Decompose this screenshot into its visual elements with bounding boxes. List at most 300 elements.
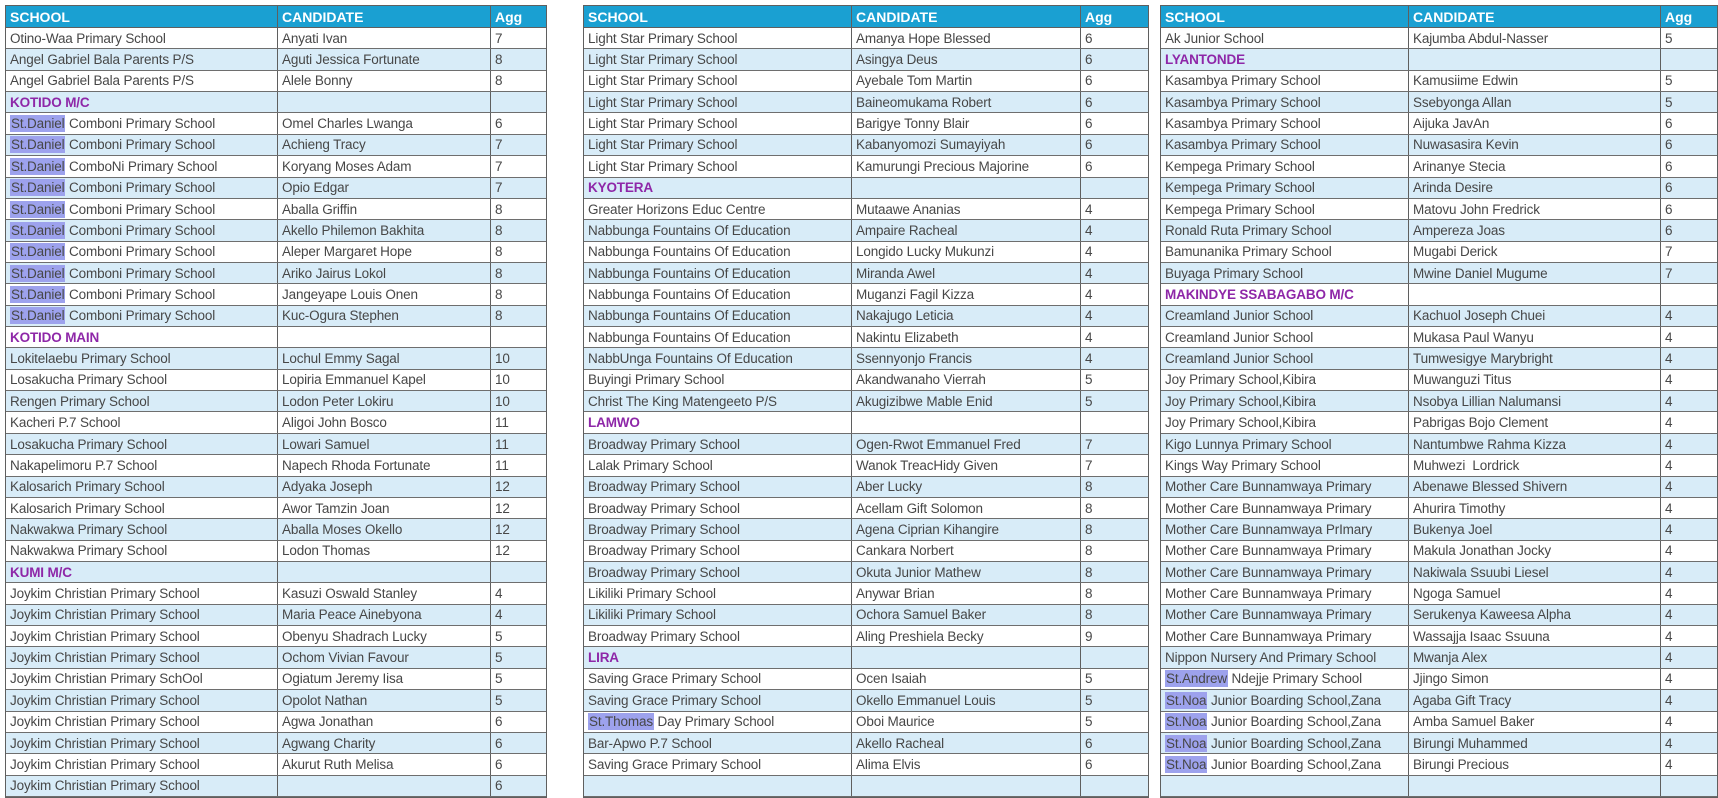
cell-agg: 5 xyxy=(1085,671,1093,687)
cell-candidate: Okuta Junior Mathew xyxy=(852,562,1081,582)
cell-agg: 7 xyxy=(495,30,503,46)
table-row xyxy=(584,776,1148,797)
school-name: Joykim Christian Primary School xyxy=(10,586,200,602)
cell-school xyxy=(1161,348,1409,368)
cell-agg: 4 xyxy=(1665,308,1673,324)
section-label: LYANTONDE xyxy=(1165,52,1245,68)
school-name: Creamland Junior School xyxy=(1165,308,1314,324)
cell-school xyxy=(6,583,278,603)
cell-agg: 8 xyxy=(495,73,503,89)
cell-school xyxy=(6,455,278,475)
school-name: Kalosarich Primary School xyxy=(10,500,165,516)
school-name: Joykim Christian Primary School xyxy=(10,692,200,708)
cell-candidate: Ngoga Samuel xyxy=(1409,583,1661,603)
cell-agg: 7 xyxy=(1665,244,1673,260)
table-row xyxy=(584,199,1148,220)
cell-school xyxy=(1161,519,1409,539)
cell-agg: 4 xyxy=(1665,586,1673,602)
cell-candidate: Miranda Awel xyxy=(852,263,1081,283)
school-name: Broadway Primary School xyxy=(588,543,740,559)
cell-school xyxy=(6,135,278,155)
cell-school xyxy=(6,669,278,689)
cell-candidate: Birungi Muhammed xyxy=(1409,733,1661,753)
cell-agg xyxy=(1081,776,1148,796)
school-name: Kasambya Primary School xyxy=(1165,116,1321,132)
cell-school xyxy=(1161,327,1409,347)
school-name: Ndejje Primary School xyxy=(1227,671,1362,687)
cell-candidate: Alima Elvis xyxy=(852,754,1081,774)
table-row xyxy=(6,178,546,199)
cell-school xyxy=(584,733,852,753)
table-row xyxy=(6,519,546,540)
cell-candidate: Opolot Nathan xyxy=(278,690,491,710)
school-name: Nakapelimoru P.7 School xyxy=(10,457,158,473)
cell-candidate: Awor Tamzin Joan xyxy=(278,498,491,518)
cell-school xyxy=(6,178,278,198)
cell-candidate: Serukenya Kaweesa Alpha xyxy=(1409,605,1661,625)
school-name: Kempega Primary School xyxy=(1165,158,1315,174)
cell-school xyxy=(584,284,852,304)
cell-school xyxy=(1161,113,1409,133)
cell-agg: 6 xyxy=(1665,158,1673,174)
table-row xyxy=(584,477,1148,498)
school-name: Light Star Primary School xyxy=(588,73,738,89)
table-row xyxy=(1161,306,1717,327)
cell-agg: 5 xyxy=(495,671,503,687)
cell-school xyxy=(584,71,852,91)
table-row xyxy=(584,92,1148,113)
table-row xyxy=(584,712,1148,733)
cell-school xyxy=(6,306,278,326)
cell-agg: 10 xyxy=(495,393,510,409)
cell-agg: 8 xyxy=(1085,607,1093,623)
column-header-school: SCHOOL xyxy=(6,6,278,27)
cell-candidate: Ogiatum Jeremy Iisa xyxy=(278,669,491,689)
table-row xyxy=(6,669,546,690)
cell-agg: 12 xyxy=(495,521,510,537)
cell-agg: 8 xyxy=(495,201,503,217)
cell-agg: 12 xyxy=(495,479,510,495)
cell-agg: 4 xyxy=(1665,543,1673,559)
cell-candidate: Opio Edgar xyxy=(278,178,491,198)
cell-candidate: Mugabi Derick xyxy=(1409,242,1661,262)
school-name: Comboni Primary School xyxy=(65,137,216,153)
cell-school xyxy=(1161,135,1409,155)
table-row xyxy=(1161,92,1717,113)
cell-school xyxy=(6,477,278,497)
school-name: Comboni Primary School xyxy=(65,308,216,324)
table-row xyxy=(584,626,1148,647)
table-row xyxy=(584,220,1148,241)
school-name: Mother Care Bunnamwaya PrImary xyxy=(1165,521,1373,537)
cell-school xyxy=(584,370,852,390)
cell-school xyxy=(6,776,278,796)
table-row xyxy=(1161,712,1717,733)
cell-candidate: Lodon Peter Lokiru xyxy=(278,391,491,411)
table-row xyxy=(584,327,1148,348)
table-row xyxy=(1161,327,1717,348)
school-name: NabbUnga Fountains Of Education xyxy=(588,351,793,367)
school-name: Comboni Primary School xyxy=(65,222,216,238)
cell-candidate: Nuwasasira Kevin xyxy=(1409,135,1661,155)
cell-candidate: Longido Lucky Mukunzi xyxy=(852,242,1081,262)
table-row xyxy=(1161,370,1717,391)
cell-candidate: Aleper Margaret Hope xyxy=(278,242,491,262)
cell-candidate: Nakiwala Ssuubi Liesel xyxy=(1409,562,1661,582)
school-name: Comboni Primary School xyxy=(65,244,216,260)
cell-district-section xyxy=(584,412,852,432)
search-highlight: St.Noa xyxy=(1166,756,1207,772)
table-row xyxy=(6,541,546,562)
column-header-candidate: CANDIDATE xyxy=(852,6,1081,27)
cell-agg: 10 xyxy=(495,372,510,388)
cell-agg xyxy=(1081,178,1148,198)
table-row xyxy=(6,477,546,498)
cell-school xyxy=(584,562,852,582)
school-name: Losakucha Primary School xyxy=(10,372,167,388)
cell-agg xyxy=(491,562,546,582)
section-row xyxy=(1161,284,1717,305)
cell-school xyxy=(584,605,852,625)
search-highlight: St.Daniel xyxy=(11,116,65,132)
cell-agg: 4 xyxy=(1665,351,1673,367)
search-highlight: St.Thomas xyxy=(589,714,653,730)
cell-agg: 4 xyxy=(1665,607,1673,623)
cell-candidate: Matovu John Fredrick xyxy=(1409,199,1661,219)
cell-candidate: Jangeyape Louis Onen xyxy=(278,284,491,304)
cell-school xyxy=(584,626,852,646)
cell-school xyxy=(6,199,278,219)
table-row xyxy=(584,541,1148,562)
table-row xyxy=(6,626,546,647)
cell-candidate: Anyati Ivan xyxy=(278,28,491,48)
cell-school xyxy=(584,541,852,561)
header-row xyxy=(6,6,546,28)
cell-school xyxy=(584,220,852,240)
cell-school xyxy=(6,605,278,625)
school-name: Kalosarich Primary School xyxy=(10,479,165,495)
cell-school xyxy=(6,263,278,283)
cell-candidate: Akello Racheal xyxy=(852,733,1081,753)
table-row xyxy=(6,412,546,433)
cell-school xyxy=(1161,391,1409,411)
cell-school xyxy=(1161,626,1409,646)
cell-candidate: Anywar Brian xyxy=(852,583,1081,603)
table-row xyxy=(1161,412,1717,433)
cell-agg: 6 xyxy=(495,714,503,730)
results-table-middle xyxy=(583,5,1149,798)
cell-school xyxy=(584,92,852,112)
cell-candidate: Mutaawe Ananias xyxy=(852,199,1081,219)
table-row xyxy=(584,519,1148,540)
school-name: Ak Junior School xyxy=(1165,30,1264,46)
cell-agg: 4 xyxy=(1665,372,1673,388)
table-row xyxy=(1161,263,1717,284)
table-row xyxy=(584,434,1148,455)
cell-school xyxy=(584,199,852,219)
cell-agg: 6 xyxy=(1085,52,1093,68)
cell-candidate xyxy=(278,327,491,347)
cell-agg: 4 xyxy=(1085,308,1093,324)
cell-agg: 6 xyxy=(1085,756,1093,772)
cell-school xyxy=(584,690,852,710)
school-name: Kings Way Primary School xyxy=(1165,457,1321,473)
results-table-right xyxy=(1160,5,1718,798)
cell-school xyxy=(1161,583,1409,603)
school-name: Mother Care Bunnamwaya Primary xyxy=(1165,586,1372,602)
table-row xyxy=(1161,498,1717,519)
cell-school xyxy=(1161,562,1409,582)
table-row xyxy=(584,370,1148,391)
cell-agg: 8 xyxy=(495,286,503,302)
table-row xyxy=(584,135,1148,156)
cell-agg: 6 xyxy=(1665,137,1673,153)
cell-agg: 6 xyxy=(1665,201,1673,217)
school-name: Junior Boarding School,Zana xyxy=(1207,735,1382,751)
cell-school xyxy=(584,498,852,518)
cell-school xyxy=(6,733,278,753)
school-name: Saving Grace Primary School xyxy=(588,756,762,772)
table-row xyxy=(6,284,546,305)
cell-school xyxy=(1161,370,1409,390)
school-name: Light Star Primary School xyxy=(588,30,738,46)
school-name: Mother Care Bunnamwaya Primary xyxy=(1165,543,1372,559)
cell-school xyxy=(1161,71,1409,91)
school-name: Broadway Primary School xyxy=(588,521,740,537)
cell-candidate: Abenawe Blessed Shivern xyxy=(1409,477,1661,497)
cell-agg: 4 xyxy=(1665,650,1673,666)
cell-agg: 7 xyxy=(1085,436,1093,452)
school-name: Broadway Primary School xyxy=(588,628,740,644)
cell-agg: 8 xyxy=(495,222,503,238)
school-name: Bamunanika Primary School xyxy=(1165,244,1332,260)
cell-candidate: Arinanye Stecia xyxy=(1409,156,1661,176)
search-highlight: St.Daniel xyxy=(11,201,65,217)
school-name: Kasambya Primary School xyxy=(1165,94,1321,110)
school-name: Greater Horizons Educ Centre xyxy=(588,201,766,217)
cell-candidate: Aballa Griffin xyxy=(278,199,491,219)
cell-school xyxy=(6,754,278,774)
cell-agg: 8 xyxy=(495,265,503,281)
cell-school xyxy=(584,348,852,368)
cell-candidate: Amba Samuel Baker xyxy=(1409,712,1661,732)
search-highlight: St.Daniel xyxy=(11,244,65,260)
cell-candidate: Lopiria Emmanuel Kapel xyxy=(278,370,491,390)
cell-school xyxy=(584,28,852,48)
cell-candidate: Aguti Jessica Fortunate xyxy=(278,49,491,69)
table-row xyxy=(584,583,1148,604)
school-name: Nabbunga Fountains Of Education xyxy=(588,308,791,324)
cell-candidate: Kachuol Joseph Chuei xyxy=(1409,306,1661,326)
school-name: ComboNi Primary School xyxy=(65,158,218,174)
cell-school xyxy=(584,391,852,411)
table-row xyxy=(584,348,1148,369)
cell-candidate: Mwanja Alex xyxy=(1409,647,1661,667)
cell-candidate: Aber Lucky xyxy=(852,477,1081,497)
table-row xyxy=(6,220,546,241)
cell-school xyxy=(1161,647,1409,667)
cell-school xyxy=(1161,156,1409,176)
school-name: Bar-Apwo P.7 School xyxy=(588,735,712,751)
cell-agg: 5 xyxy=(495,692,503,708)
section-row xyxy=(584,412,1148,433)
cell-candidate: Muganzi Fagil Kizza xyxy=(852,284,1081,304)
cell-candidate: Koryang Moses Adam xyxy=(278,156,491,176)
cell-agg: 4 xyxy=(1085,351,1093,367)
cell-school xyxy=(584,477,852,497)
cell-agg: 6 xyxy=(1665,222,1673,238)
cell-school xyxy=(1161,434,1409,454)
cell-agg xyxy=(1081,647,1148,667)
cell-agg: 6 xyxy=(495,756,503,772)
cell-school xyxy=(1161,776,1409,796)
school-name: Creamland Junior School xyxy=(1165,329,1314,345)
column-header-candidate: CANDIDATE xyxy=(278,6,491,27)
table-row xyxy=(1161,562,1717,583)
school-name: Nabbunga Fountains Of Education xyxy=(588,222,791,238)
cell-school xyxy=(1161,477,1409,497)
column-header-school: SCHOOL xyxy=(584,6,852,27)
table-row xyxy=(584,690,1148,711)
school-name: Nakwakwa Primary School xyxy=(10,521,168,537)
search-highlight: St.Daniel xyxy=(11,158,65,174)
cell-agg: 5 xyxy=(1085,372,1093,388)
cell-candidate: Kuc-Ogura Stephen xyxy=(278,306,491,326)
table-row xyxy=(6,263,546,284)
column-header-agg: Agg xyxy=(1665,8,1693,25)
table-row xyxy=(584,71,1148,92)
cell-school xyxy=(584,156,852,176)
cell-school xyxy=(584,776,852,796)
table-row xyxy=(6,647,546,668)
cell-candidate xyxy=(1409,776,1661,796)
section-row xyxy=(584,647,1148,668)
cell-candidate: Lowari Samuel xyxy=(278,434,491,454)
cell-school xyxy=(584,242,852,262)
table-row xyxy=(6,370,546,391)
search-highlight: St.Andrew xyxy=(1166,671,1227,687)
table-row xyxy=(1161,199,1717,220)
cell-candidate: Lodon Thomas xyxy=(278,541,491,561)
cell-candidate: Mwine Daniel Mugume xyxy=(1409,263,1661,283)
cell-candidate: Ocen Isaiah xyxy=(852,669,1081,689)
cell-agg: 6 xyxy=(1085,137,1093,153)
column-header-candidate: CANDIDATE xyxy=(1409,6,1661,27)
cell-candidate: Birungi Precious xyxy=(1409,754,1661,774)
cell-school xyxy=(6,28,278,48)
cell-agg: 8 xyxy=(495,244,503,260)
cell-agg xyxy=(1661,284,1717,304)
cell-agg: 6 xyxy=(1085,30,1093,46)
cell-candidate: Bukenya Joel xyxy=(1409,519,1661,539)
school-name: Mother Care Bunnamwaya Primary xyxy=(1165,628,1372,644)
school-name: Saving Grace Primary School xyxy=(588,671,762,687)
table-row xyxy=(6,199,546,220)
cell-agg: 8 xyxy=(1085,586,1093,602)
cell-candidate xyxy=(852,647,1081,667)
cell-school xyxy=(584,583,852,603)
school-name: Comboni Primary School xyxy=(65,286,216,302)
cell-district-section xyxy=(584,647,852,667)
section-label: LIRA xyxy=(588,650,619,666)
table-row xyxy=(6,498,546,519)
cell-agg: 4 xyxy=(1665,415,1673,431)
cell-candidate xyxy=(852,412,1081,432)
table-row xyxy=(6,135,546,156)
cell-candidate: Aballa Moses Okello xyxy=(278,519,491,539)
header-row xyxy=(584,6,1148,28)
cell-candidate: Ssennyonjo Francis xyxy=(852,348,1081,368)
table-row xyxy=(1161,113,1717,134)
table-row xyxy=(1161,754,1717,775)
table-row xyxy=(584,498,1148,519)
cell-district-section xyxy=(1161,284,1409,304)
cell-agg: 5 xyxy=(1665,73,1673,89)
school-name: Nabbunga Fountains Of Education xyxy=(588,265,791,281)
cell-candidate: Adyaka Joseph xyxy=(278,477,491,497)
cell-candidate: Akurut Ruth Melisa xyxy=(278,754,491,774)
school-name: Junior Boarding School,Zana xyxy=(1207,692,1382,708)
school-name: Angel Gabriel Bala Parents P/S xyxy=(10,52,194,68)
cell-school xyxy=(1161,754,1409,774)
cell-district-section xyxy=(6,92,278,112)
table-row xyxy=(1161,28,1717,49)
cell-school xyxy=(6,498,278,518)
table-row xyxy=(6,71,546,92)
cell-agg: 8 xyxy=(495,52,503,68)
school-name: Likiliki Primary School xyxy=(588,607,716,623)
table-row xyxy=(6,306,546,327)
school-name: Mother Care Bunnamwaya Primary xyxy=(1165,479,1372,495)
cell-agg: 4 xyxy=(1665,628,1673,644)
cell-school xyxy=(1161,541,1409,561)
table-row xyxy=(1161,477,1717,498)
table-row xyxy=(584,156,1148,177)
table-row xyxy=(6,712,546,733)
table-row xyxy=(1161,71,1717,92)
cell-school xyxy=(6,391,278,411)
section-label: KOTIDO MAIN xyxy=(10,329,100,345)
cell-agg: 6 xyxy=(1085,158,1093,174)
table-row xyxy=(584,263,1148,284)
column-header-agg: Agg xyxy=(495,8,523,25)
school-name: Angel Gabriel Bala Parents P/S xyxy=(10,73,194,89)
cell-school xyxy=(6,113,278,133)
school-name: Otino-Waa Primary School xyxy=(10,30,166,46)
table-row xyxy=(1161,348,1717,369)
cell-candidate: Ayebale Tom Martin xyxy=(852,71,1081,91)
cell-agg: 4 xyxy=(1085,329,1093,345)
table-row xyxy=(1161,690,1717,711)
cell-agg: 4 xyxy=(1665,714,1673,730)
table-row xyxy=(584,733,1148,754)
cell-school xyxy=(6,348,278,368)
school-name: Junior Boarding School,Zana xyxy=(1207,714,1382,730)
school-name: Broadway Primary School xyxy=(588,564,740,580)
cell-school xyxy=(1161,455,1409,475)
school-name: Joykim Christian Primary School xyxy=(10,735,200,751)
cell-candidate: Akello Philemon Bakhita xyxy=(278,220,491,240)
school-name: Joykim Christian Primary School xyxy=(10,628,200,644)
school-name: Nakwakwa Primary School xyxy=(10,543,168,559)
table-row xyxy=(1161,434,1717,455)
cell-school xyxy=(6,434,278,454)
cell-candidate: Akugizibwe Mable Enid xyxy=(852,391,1081,411)
table-row xyxy=(584,605,1148,626)
cell-candidate: Ochora Samuel Baker xyxy=(852,605,1081,625)
school-name: Likiliki Primary School xyxy=(588,586,716,602)
cell-school xyxy=(1161,669,1409,689)
